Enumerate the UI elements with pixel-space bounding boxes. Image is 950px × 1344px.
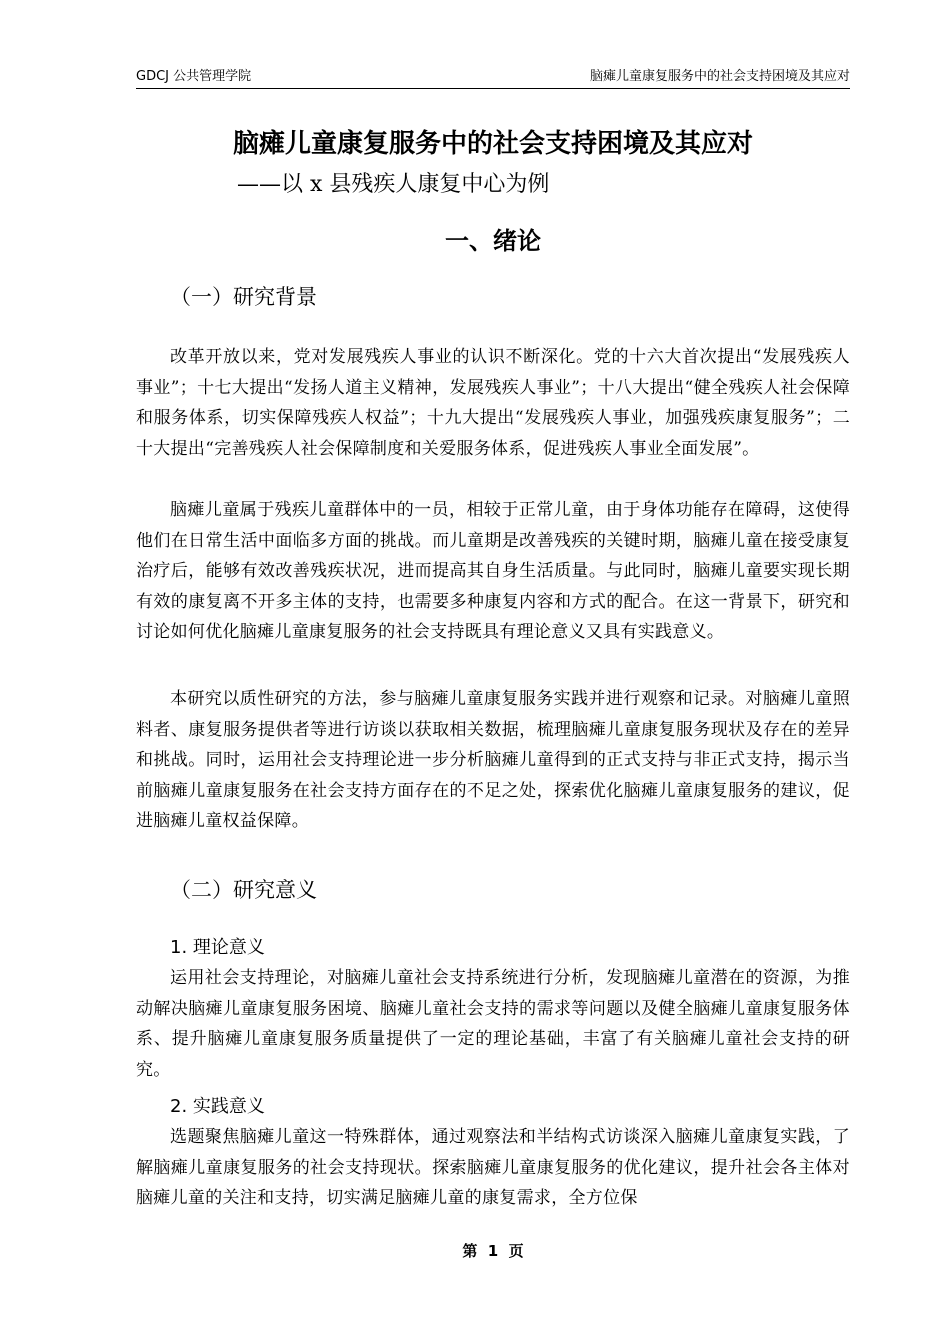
heading-practical-significance: 2. 实践意义 <box>170 1096 265 1117</box>
running-header-right: 脑瘫儿童康复服务中的社会支持困境及其应对 <box>589 69 850 84</box>
running-header-left: GDCJ 公共管理学院 <box>136 69 252 84</box>
paragraph-theoretical-significance: 运用社会支持理论，对脑瘫儿童社会支持系统进行分析，发现脑瘫儿童潜在的资源，为推动解决脑瘫儿童康复服务困境、脑瘫儿童社会支持的需求等问题以及健全脑瘫儿童康复服务体系、提升脑瘫儿童康复服务质量提供了一定的理论基础，丰富了有关脑瘫儿童社会支持的研究。 <box>136 968 850 1080</box>
subsection-heading-significance: （二）研究意义 <box>170 878 317 902</box>
section-heading-introduction: 一、绪论 <box>445 227 541 255</box>
subsection-heading-background: （一）研究背景 <box>170 285 317 309</box>
paragraph-background-3: 本研究以质性研究的方法，参与脑瘫儿童康复服务实践并进行观察和记录。对脑瘫儿童照料者、康复服务提供者等进行访谈以获取相关数据，梳理脑瘫儿童康复服务现状及存在的差异和挑战。同时，运用社会支持理论进一步分析脑瘫儿童得到的正式支持与非正式支持，揭示当前脑瘫儿童康复服务在社会支持方面存在的不足之处，探索优化脑瘫儿童康复服务的建议，促进脑瘫儿童权益保障。 <box>136 689 850 831</box>
paragraph-background-2: 脑瘫儿童属于残疾儿童群体中的一员，相较于正常儿童，由于身体功能存在障碍，这使得他们在日常生活中面临多方面的挑战。而儿童期是改善残疾的关键时期，脑瘫儿童在接受康复治疗后，能够有效改善残疾状况，进而提高其自身生活质量。与此同时，脑瘫儿童要实现长期有效的康复离不开多主体的支持，也需要多种康复内容和方式的配合。在这一背景下，研究和讨论如何优化脑瘫儿童康复服务的社会支持既具有理论意义又具有实践意义。 <box>136 500 850 642</box>
header-rule <box>136 88 850 89</box>
paper-subtitle: ——以 x 县残疾人康复中心为例 <box>237 172 550 197</box>
heading-theoretical-significance: 1. 理论意义 <box>170 937 265 958</box>
paragraph-background-1: 改革开放以来，党对发展残疾人事业的认识不断深化。党的十六大首次提出“发展残疾人事业”；十七大提出“发扬人道主义精神，发展残疾人事业”；十八大提出“健全残疾人社会保障和服务体系，切实保障残疾人权益”；十九大提出“发展残疾人事业，加强残疾康复服务”；二十大提出“完善残疾人社会保障制度和关爱服务体系，促进残疾人事业全面发展”。 <box>136 347 850 459</box>
paragraph-practical-significance: 选题聚焦脑瘫儿童这一特殊群体，通过观察法和半结构式访谈深入脑瘫儿童康复实践，了解脑瘫儿童康复服务的社会支持现状。探索脑瘫儿童康复服务的优化建议，提升社会各主体对脑瘫儿童的关注和支持，切实满足脑瘫儿童的康复需求，全方位保 <box>136 1127 850 1208</box>
paper-title: 脑瘫儿童康复服务中的社会支持困境及其应对 <box>232 129 753 159</box>
page-number: 第 1 页 <box>462 1242 524 1260</box>
